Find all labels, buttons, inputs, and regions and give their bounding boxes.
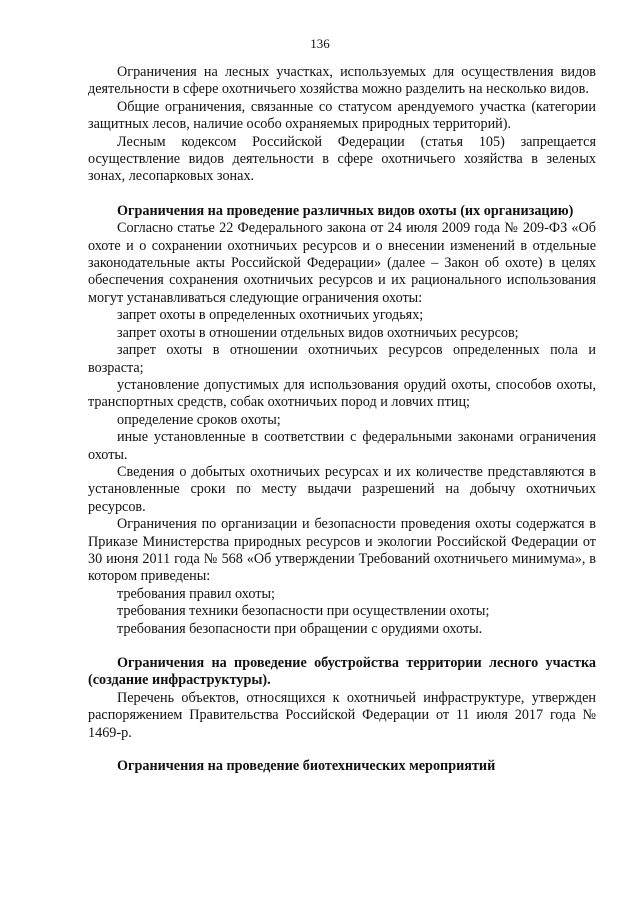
paragraph: Сведения о добытых охотничьих ресурсах и их количестве представляются в установленные сроки по месту выдачи разрешений на добычу охотничьих ресурсов.: [88, 463, 596, 515]
paragraph: Ограничения на лесных участках, используемых для осуществления видов деятельности в сфере охотничьего хозяйства можно разделить на несколько видов.: [88, 64, 596, 98]
list-item: иные установленные в соответствии с федеральными законами ограничения охоты.: [88, 429, 596, 463]
section-heading: Ограничения на проведение обустройства территории лесного участка (создание инфраструктуры).: [88, 655, 596, 689]
paragraph: Общие ограничения, связанные со статусом арендуемого участка (категории защитных лесов, наличие особо охраняемых природных территорий).: [88, 98, 596, 133]
document-body: [88, 64, 596, 775]
list-item: установление допустимых для использования орудий охоты, способов охоты, транспортных средств, собак охотничьих пород и ловчих птиц;: [88, 376, 596, 411]
section-heading: Ограничения на проведение различных видов охоты (их организацию): [117, 202, 574, 219]
list-item: требования правил охоты;: [117, 585, 275, 602]
list-item: запрет охоты в отношении отдельных видов охотничьих ресурсов;: [117, 324, 519, 341]
list-item: запрет охоты в отношении охотничьих ресурсов определенных пола и возраста;: [88, 342, 596, 376]
paragraph: Ограничения по организации и безопасности проведения охоты содержатся в Приказе Министерства природных ресурсов и экологии Российской Федерации от 30 июня 2011 года № 568 «Об утверждении Требований охотничьего минимума», в котором приведены:: [88, 516, 596, 585]
list-item: требования техники безопасности при осуществлении охоты;: [117, 603, 490, 620]
paragraph: Лесным кодексом Российской Федерации (статья 105) запрещается осуществление видов деятельности в сфере охотничьего хозяйства в зеленых зонах, лесопарковых зонах.: [88, 133, 596, 185]
paragraph: Согласно статье 22 Федерального закона от 24 июля 2009 года № 209-ФЗ «Об охоте и о сохранении охотничьих ресурсов и о внесении изменений в отдельные законодательные акты Российской Федерации» (далее – Закон об охоте) в целях обеспечения сохранения охотничьих ресурсов и их рационального использования могут устанавливаться следующие ограничения охоты:: [88, 220, 596, 306]
list-item: определение сроков охоты;: [117, 411, 281, 428]
page-number: 136: [310, 36, 330, 51]
list-item: запрет охоты в определенных охотничьих угодьях;: [117, 307, 424, 324]
section-heading: Ограничения на проведение биотехнических мероприятий: [117, 758, 496, 775]
list-item: требования безопасности при обращении с орудиями охоты.: [117, 620, 483, 637]
paragraph: Перечень объектов, относящихся к охотничьей инфраструктуре, утвержден распоряжением Правительства Российской Федерации от 11 июля 2017 года № 1469-р.: [88, 689, 596, 741]
